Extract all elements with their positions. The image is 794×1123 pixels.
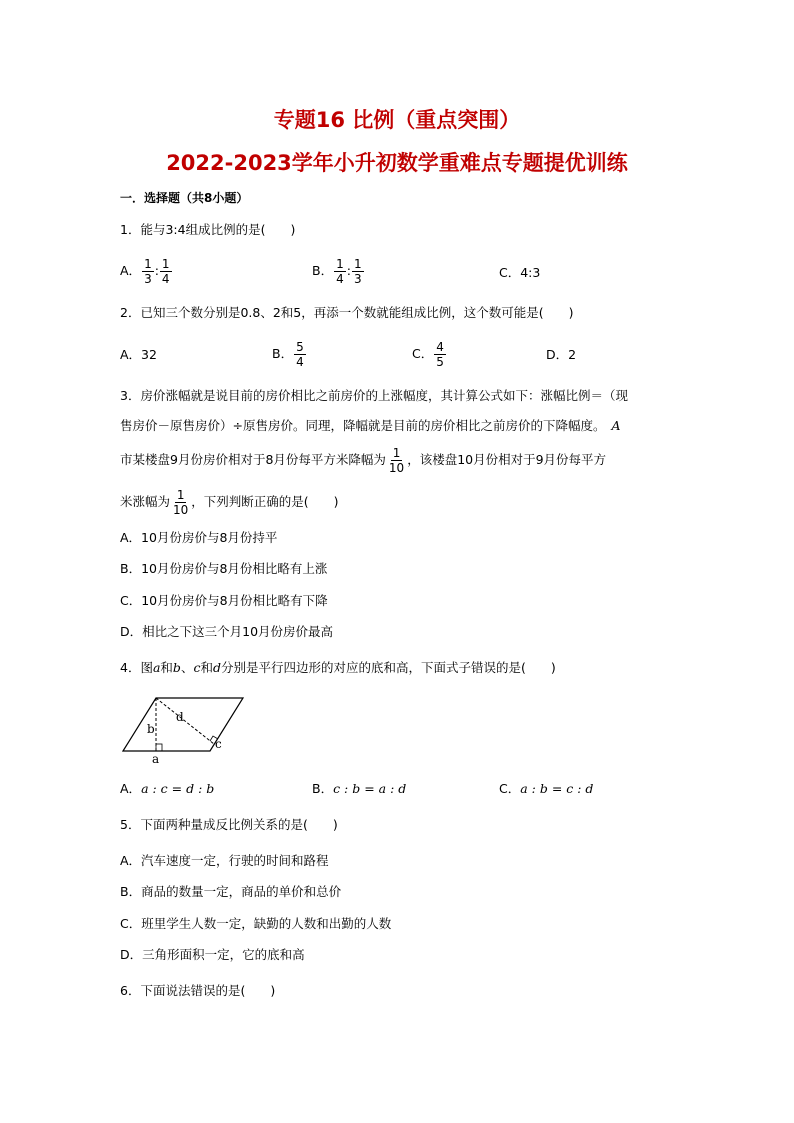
q1-option-b: B． $\frac{1}{4}$ : $\frac{1}{3}$ <box>312 257 362 286</box>
fraction: $\frac{5}{4}$ <box>296 340 304 369</box>
q5-option-a: A．汽车速度一定，行驶的时间和路程 <box>120 853 329 868</box>
question-3-line-4: 米涨幅为 $\frac{1}{10}$ ，下列判断正确的是( ) <box>120 488 339 517</box>
fraction: $\frac{1}{10}$ <box>173 488 189 517</box>
q5-option-c: C．班里学生人数一定，缺勤的人数和出勤的人数 <box>120 916 392 931</box>
question-1-stem: 1．能与3:4组成比例的是( ) <box>120 222 296 237</box>
label-b: b <box>147 722 155 736</box>
q3-option-c: C．10月份房价与8月份相比略有下降 <box>120 593 328 608</box>
q2-option-b: B． $\frac{5}{4}$ <box>272 340 304 369</box>
question-2-stem: 2．已知三个数分别是0.8、2和5，再添一个数就能组成比例，这个数可能是( ) <box>120 305 574 320</box>
q4-option-a: A．a : c = d : b <box>120 781 215 796</box>
q5-option-b: B．商品的数量一定，商品的单价和总价 <box>120 884 342 899</box>
question-3-line-2: 售房价－原售房价）÷原售房价。同理，降幅就是目前的房价相比之前房价的下降幅度。 A <box>120 418 621 433</box>
height-d-line <box>156 698 214 744</box>
q4-option-c: C．a : b = c : d <box>499 781 594 796</box>
q4-option-b: B．c : b = a : d <box>312 781 407 796</box>
fraction: $\frac{1}{4}$ <box>336 257 344 286</box>
question-5-stem: 5．下面两种量成反比例关系的是( ) <box>120 817 338 832</box>
q1-option-a: A． $\frac{1}{3}$ : $\frac{1}{4}$ <box>120 257 170 286</box>
q2-option-c: C． $\frac{4}{5}$ <box>412 340 444 369</box>
q2-option-a: A．32 <box>120 347 157 362</box>
doc-title: 专题16 比例（重点突围） <box>273 108 521 132</box>
question-3-line-1: 3．房价涨幅就是说目前的房价相比之前房价的上涨幅度，其计算公式如下：涨幅比例＝（现 <box>120 388 628 403</box>
question-4-stem: 4．图a和b、c和d分别是平行四边形的对应的底和高，下面式子错误的是( ) <box>120 660 556 675</box>
parallelogram-figure <box>115 690 255 766</box>
section-heading: 一．选择题（共8小题） <box>120 191 249 205</box>
q1-option-c: C．4:3 <box>499 265 541 280</box>
q2-option-d: D．2 <box>546 347 577 362</box>
question-6-stem: 6．下面说法错误的是( ) <box>120 983 276 998</box>
parallelogram-shape <box>123 698 243 751</box>
fraction: $\frac{1}{4}$ <box>161 257 170 286</box>
fraction: $\frac{1}{10}$ <box>388 446 405 475</box>
q3-option-d: D．相比之下这三个月10月份房价最高 <box>120 624 334 639</box>
label-a: a <box>152 752 160 766</box>
right-angle-mark <box>156 744 162 751</box>
doc-subtitle: 2022-2023学年小升初数学重难点专题提优训练 <box>166 151 628 175</box>
label-c: c <box>215 737 222 751</box>
fraction: $\frac{1}{3}$ <box>144 257 152 286</box>
q3-option-b: B．10月份房价与8月份相比略有上涨 <box>120 561 328 576</box>
question-3-line-3: 市某楼盘9月份房价相对于8月份每平方米降幅为 $\frac{1}{10}$ ，该楼盘10月份相对于9月份每平方 <box>120 446 607 475</box>
label-d: d <box>176 710 184 724</box>
q3-option-a: A．10月份房价与8月份持平 <box>120 530 278 545</box>
q5-option-d: D．三角形面积一定，它的底和高 <box>120 947 305 962</box>
fraction: $\frac{4}{5}$ <box>436 340 444 369</box>
fraction: $\frac{1}{3}$ <box>353 257 362 286</box>
